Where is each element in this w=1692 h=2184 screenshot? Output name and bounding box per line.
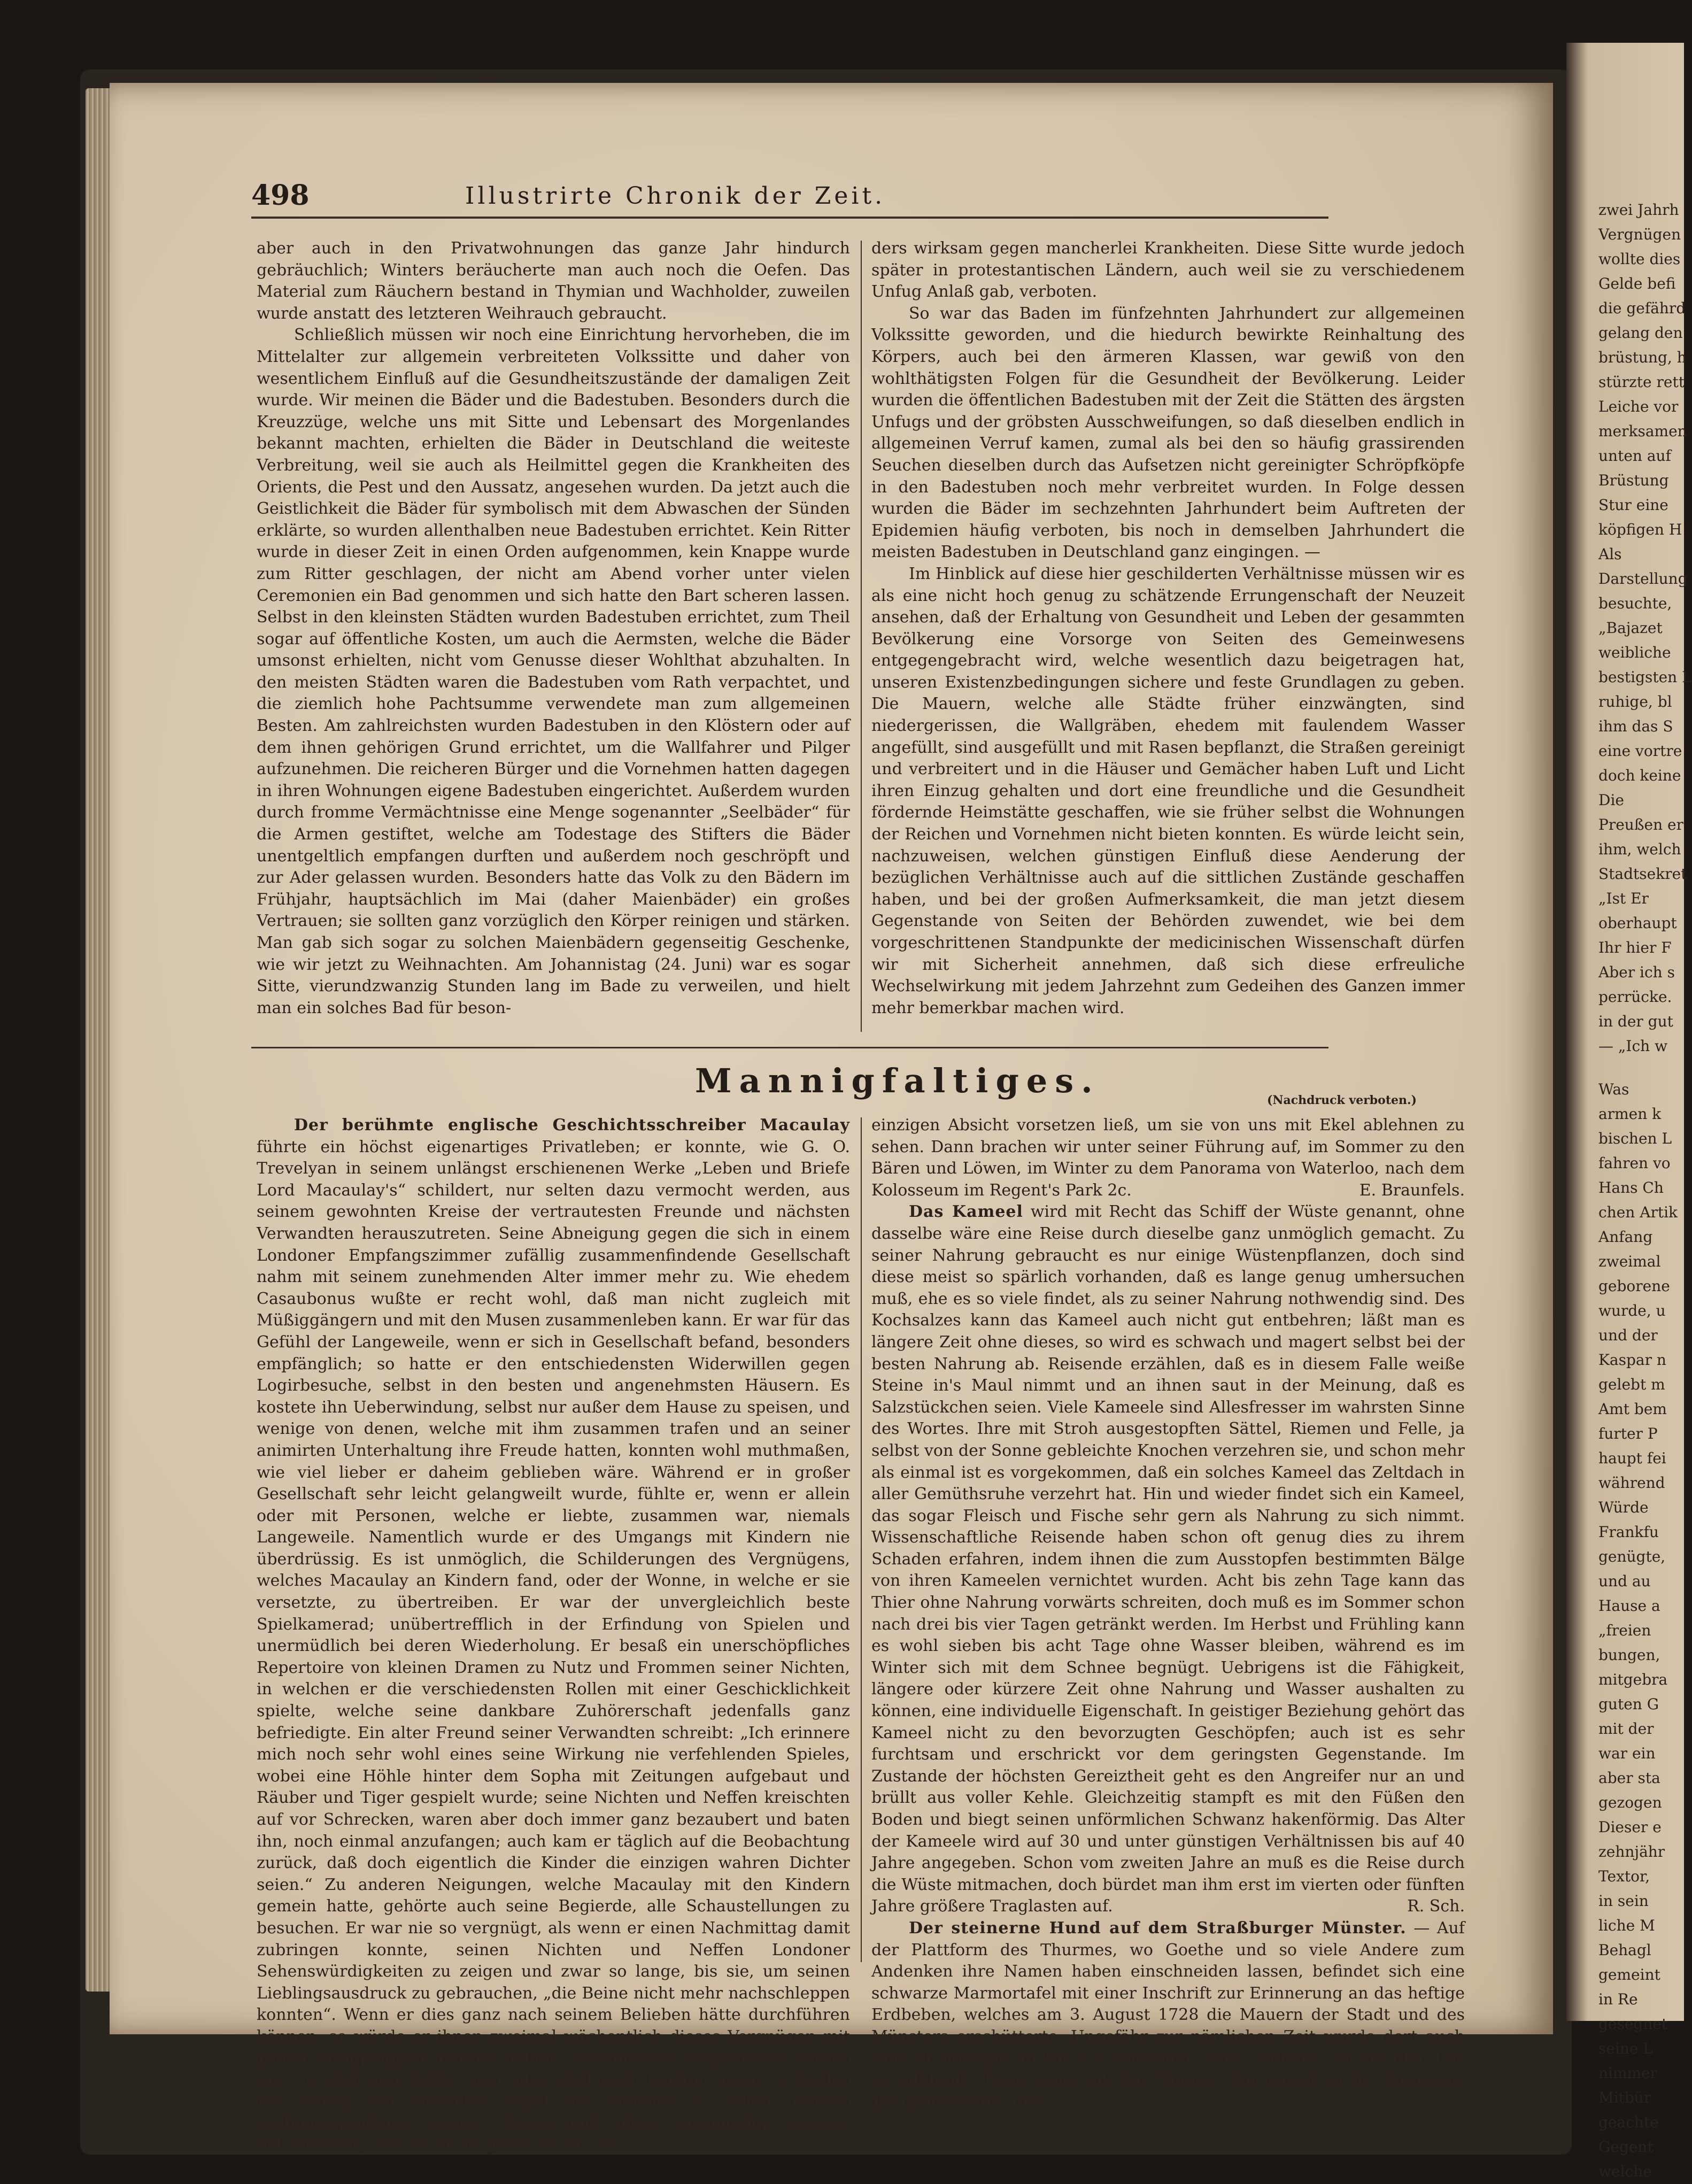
section-rule <box>251 1047 1328 1048</box>
article-left-column <box>257 238 850 1040</box>
paragraph: Schließlich müssen wir noch eine Einrichtung hervorheben, die im Mittelalter zur allgemein verbreiteten Volkssitte und daher von wesentlichem Einfluß auf die Gesundheitszustände der damaligen Zeit wurde. Wir meinen die Bäder und die Badestuben. Besonders durch die Kreuzzüge, welche uns mit Sitte und Lebensart des Morgenlandes bekannt machten, erhielten die Bäder in Deutschland die weiteste Verbreitung, weil sie auch als Heilmittel gegen die Krankheiten des Orients, die Pest und den Aussatz, angesehen wurden. Da jetzt auch die Geistlichkeit die Bäder für symbolisch mit dem Abwaschen der Sünden erklärte, so wurden allenthalben neue Badestuben errichtet. Kein Ritter wurde in dieser Zeit in einen Orden aufgenommen, kein Knappe wurde zum Ritter geschlagen, der nicht am Abend vorher unter vielen Ceremonien ein Bad genommen und sich hatte den Bart scheren lassen. Selbst in den kleinsten Städten wurden Badestuben errichtet, zum Theil sogar auf öffentliche Kosten, um auch die Aermsten, welche die Bäder umsonst erhielten, nicht vom Genusse dieser Wohlthat abzuhalten. In den meisten Städten waren die Badestuben vom Rath verpachtet, und die ziemlich hohe Pachtsumme verwendete man zum allgemeinen Besten. Am zahlreichsten wurden Badestuben in den Klöstern oder auf dem ihnen gehörigen Grund errichtet, um die Wallfahrer und Pilger aufzunehmen. Die reicheren Bürger und die Vornehmen hatten dagegen in ihren Wohnungen eigene Badestuben eingerichtet. Außerdem wurden durch fromme Vermächtnisse eine Menge sogenannter „Seelbäder“ für die Armen gestiftet, welche am Todestage des Stifters die Bäder unentgeltlich empfangen durften und außerdem noch geschröpft und zur Ader gelassen wurden. Besonders hatte das Volk zu den Bädern im Frühjahr, hauptsächlich im Mai (daher Maienbäder) ein großes Vertrauen; sie sollten ganz vorzüglich den Körper reinigen und stärken. Man gab sich sogar zu solchen Maienbädern gegenseitig Geschenke, wie wir jetzt zu Weihnachten. Am Johannistag (24. Juni) war es sogar Sitte, vierundzwanzig Stunden lang im Bade zu verweilen, und hielt man ein solches Bad für beson- <box>257 326 850 1017</box>
next-page-text-top: zwei Jahrh Vergnügen wollte dies Gelde befi die gefährd gelang den brüstung, stürzte rett Leiche vor merksamen unten auf Brüstung Stur eine köpfigen H Als Darstellung besuchte, „Bajazet weibliche bestigsten L ruhige, bl ihm das S eine vortre doch keine Die Preußen er ihm, welch Stadtsekret „Ist Er oberhaupt Ihr hier F Aber ich s perrücke. in der gut — „Ich w <box>1598 201 1692 1055</box>
item-text-hund: — Auf der Plattform des Thurmes, wo Goethe und so viele Andere zum Andenken ihre Namen haben einschneiden lassen, befindet sich eine schwarze Marmortafel mit einer Inschrift zur Erinnerung an das heftige Erdbeben, welches am 3. August 1728 die Mauern der Stadt und des Münsters erschütterte. Ungefähr zur nämlichen Zeit wurde dort auch eine Hundefigur in Stein ausgehauen, zum Andenke an die den Tod verachtende Treue eines solchen Thieres. Ein excentrischer Franzose, der gehört hatte, daß <box>871 1918 1465 2111</box>
signature-braunfels: E. Braunfels. <box>1359 1180 1465 1200</box>
column-divider <box>861 1117 862 1962</box>
paragraph: aber auch in den Privatwohnungen das ganze Jahr hindurch gebräuchlich; Winters beräucherte man auch noch die Oefen. Das Material zum Räuchern bestand in Thymian und Wachholder, zuweilen wurde anstatt des letzteren Weihrauch gebraucht. <box>257 239 850 323</box>
column-divider <box>861 241 862 1032</box>
paragraph: Im Hinblick auf diese hier geschilderten Verhältnisse müssen wir es als eine nicht hoch genug zu schätzende Errungenschaft der Neuzeit ansehen, daß der Erhaltung von Gesundheit und Leben der gesammten Bevölkerung eine Vorsorge von Seiten des Gemeinwesens entgegengebracht wird, welche wesentlich dazu beigetragen hat, unseren Existenzbedingungen sichere und feste Grundlagen zu geben. Die Mauern, welche alle Städte früher einzwängten, sind niedergerissen, die Wallgräben, ehedem mit faulendem Wasser angefüllt, sind ausgefüllt und mit Rasen bepflanzt, die Straßen gereinigt und verbreitert und in die Häuser und Gemächer haben Luft und Licht ihren Einzug gehalten und dort eine freundliche und die Gesundheit fördernde Heimstätte geschaffen, wie sie früher selbst die Wohnungen der Reichen und Vornehmen nicht bieten konnten. Es würde leicht sein, nachzuweisen, welchen günstigen Einfluß diese Aenderung der bezüglichen Verhältnisse auch auf die sittlichen Zustände geschaffen haben, und bei der großen Aufmerksamkeit, die man jetzt diesem Gegenstande von Seiten der Behörden zuwendet, wie bei dem vorgeschrittenen Standpunkte der medicinischen Wissenschaft dürfen wir mit Sicherheit annehmen, daß sich diese erfreuliche Wechselwirkung mit jedem Jahrzehnt zum Gedeihen des Ganzen immer mehr bemerkbar machen wird. <box>871 564 1465 1017</box>
page-number: 498 <box>251 179 310 212</box>
item-heading-hund: Der steinerne Hund auf dem Straßburger Münster. <box>909 1918 1407 1938</box>
item-text-kameel: wird mit Recht das Schiff der Wüste genannt, ohne dasselbe wäre eine Reise durch dieselbe ganz unmöglich gemacht. Zu seiner Nahrung gebraucht es nur einige Wüstenpflanzen, doch sind diese meist so spärlich vorhanden, daß es lange genug umhersuchen muß, ehe es so viele findet, als zu seiner Nahrung nothwendig sind. Des Kochsalzes kann das Kameel auch nicht gut entbehren; läßt man es längere Zeit ohne dieses, so wird es schwach und magert selbst bei der besten Nahrung ab. Reisende erzählen, daß es in diesem Falle weiße Steine in's Maul nimmt und an ihnen saut in der Meinung, daß es Salzstückchen seien. Viele Kameele sind Allesfresser im wahrsten Sinne des Wortes. Ihre mit Stroh ausgestopften Sättel, Riemen und Felle, ja selbst von der Sonne gebleichte Knochen verzehren sie, und schon mehr als einmal ist es vorgekommen, daß ein solches Kameel das Zeltdach in aller Gemüthsruhe verzehrt hat. Hin und wieder findet sich ein Kameel, das sogar Fleisch und Fische sehr gern als Nahrung zu sich nimmt. Wissenschaftliche Reisende haben schon oft genug dies zu ihrem Schaden erfahren, indem ihnen die zum Ausstopfen bestimmten Bälge von ihren Kameelen vernichtet wurden. Acht bis zehn Tage kann das Thier ohne Nahrung vorwärts schreiten, doch muß es im Sommer schon nach drei bis vier Tagen getränkt werden. Im Herbst und Frühling kann es wohl sieben bis acht Tage ohne Wasser bleiben, während es im Winter sich mit dem Schnee begnügt. Uebrigens ist die Fähigkeit, längere oder kürzere Zeit ohne Nahrung und Wasser aushalten zu können, eine individuelle Eigenschaft. In geistiger Beziehung gehört das Kameel nicht zu den bevorzugten Geschöpfen; auch ist es sehr furchtsam und erschrickt vor dem geringsten Gegenstande. Im Zustande der höchsten Gereiztheit geht es den Angreifer nur an und brüllt aus voller Kehle. Gleichzeitig stampft es mit den Füßen den Boden und biegt seinen unförmlichen Schwanz hakenförmig. Das Alter der Kameele wird auf 30 und unter günstigen Verhältnissen bis auf 40 Jahre angegeben. Schon vom zweiten Jahre an muß es die Reise durch die Wüste mitmachen, doch bürdet man ihm erst im vierten oder fünften Jahre größere Traglasten auf. <box>871 1202 1465 1916</box>
miscellany-left-column <box>257 1115 850 2155</box>
next-page-text-bottom: Was armen k bischen L fahren vo Hans Ch chen Artik Anfang zweimal geborene wurde, u und der Kaspar n gelebt m Amt bem furter P haupt fei während Würde Frankfu genügte, und au Hause a „freien bungen, mitgebra guten G mit der war ein aber sta gezogen Dieser e zehnjähr Textor, in sein liche M Behagl gemeint in Re gesegnet seine L nimmer Mitbür geachte Gegent welche <box>1598 1081 1678 2180</box>
reprint-note: (Nachdruck verboten.) <box>1267 1093 1417 1107</box>
miscellany-right-column <box>871 1115 1465 2111</box>
item-text-macaulay-cont: einzigen Absicht vorsetzen ließ, um sie von uns mit Ekel ablehnen zu sehen. Dann brachen wir unter seiner Führung auf, im Sommer zu den Bären und Löwen, im Winter zu dem Panorama von Waterloo, nach dem Kolosseum im Regent's Park 2c. <box>871 1116 1465 1200</box>
item-heading-macaulay: Der berühmte englische Geschichtsschreiber Macaulay <box>294 1116 850 1135</box>
signature-rsch: R. Sch. <box>1407 1897 1465 1916</box>
running-title: Illustrirte Chronik der Zeit. <box>465 182 886 210</box>
item-heading-kameel: Das Kameel <box>909 1202 1023 1222</box>
section-title: Mannigfaltiges. <box>695 1061 1100 1100</box>
paragraph: So war das Baden im fünfzehnten Jahrhundert zur allgemeinen Volkssitte geworden, und die hiedurch bewirkte Reinhaltung des Körpers, auch bei den ärmeren Klassen, war gewiß von den wohlthätigsten Folgen für die Gesundheit der Bevölkerung. Leider wurden die öffentlichen Badestuben mit der Zeit die Stätten des ärgsten Unfugs und der gröbsten Ausschweifungen, so daß dieselben endlich in allgemeinen Verruf kamen, zumal als bei den so häufig grassirenden Seuchen dieselben durch das Aufsetzen nicht gereinigter Schröpfköpfe in den Badestuben noch mehr verbreitet wurden. In Folge dessen wurden die Bäder im sechzehnten Jahrhundert beim Auftreten der Epidemien häufig verboten, bis noch in demselben Jahrhundert die meisten Badestuben in Deutschland ganz eingingen. — <box>871 304 1465 562</box>
page-header <box>251 179 1053 211</box>
article-right-column <box>871 238 1465 1040</box>
header-rule <box>251 217 1328 219</box>
paragraph: ders wirksam gegen mancherlei Krankheiten. Diese Sitte wurde jedoch später in protestantischen Ländern, auch weil sie zu verschiedenem Unfug Anlaß gab, verboten. <box>871 239 1465 302</box>
item-text-macaulay: führte ein höchst eigenartiges Privatleben; er konnte, wie G. O. Trevelyan in seinem unlängst erschienenen Werke „Leben und Briefe Lord Macaulay's“ schildert, nur selten dazu vermocht werden, aus seinem gewohnten Kreise der vertrautesten Freunde und nächsten Verwandten herauszutreten. Seine Abneigung gegen die sich in einem Londoner Empfangszimmer zufällig zusammenfindende Gesellschaft nahm mit seinem zunehmenden Alter immer mehr zu. Wie ehedem Casaubonus wußte er recht wohl, daß man nicht zugleich mit Müßiggängern und mit den Musen zusammenleben kann. Er war für das Gefühl der Langeweile, wenn er sich in Gesellschaft befand, besonders empfänglich; so hatte er den entschiedensten Widerwillen gegen Logirbesuche, selbst in den besten und angenehmsten Häusern. Es kostete ihn Ueberwindung, selbst nur außer dem Hause zu speisen, und wenige von denen, welche mit ihm zusammen trafen und an seiner animirten Unterhaltung ihre Freude hatten, konnten wohl muthmaßen, wie viel lieber er daheim geblieben wäre. Während er in großer Gesellschaft sehr leicht gelangweilt wurde, fühlte er, wenn er allein oder mit Personen, welche er liebte, zusammen war, niemals Langeweile. Namentlich wurde er des Umgangs mit Kindern nie überdrüssig. Es ist unmöglich, die Schilderungen des Vergnügens, welches Macaulay an Kindern fand, oder der Wonne, in welche er sie versetzte, zu übertreiben. Er war der unvergleichlich beste Spielkamerad; unübertrefflich in der Erfindung von Spielen und unermüdlich bei deren Wiederholung. Er besaß ein unerschöpfliches Repertoire von kleinen Dramen zu Nutz und Frommen seiner Nichten, in welchen er die verschiedensten Rollen mit einer Geschicklichkeit spielte, welche seine dankbare Zuhörerschaft jedenfalls ganz befriedigte. Ein alter Freund seiner Verwandten schreibt: „Ich erinnere mich noch sehr wohl eines seine Wirkung nie verfehlenden Spieles, wobei eine Höhle hinter dem Sopha mit Zeitungen aufgebaut und Räuber und Tiger gespielt wurde; seine Nichten und Neffen kreischten auf vor Schrecken, waren aber doch immer ganz bezaubert und baten ihn, noch einmal anzufangen; auch kam er täglich auf die Beobachtung zurück, daß doch eigentlich die Kinder die einzigen wahren Dichter seien.“ Zu anderen Neigungen, welche Macaulay mit den Kindern gemein hatte, gehörte auch seine Begierde, alle Schaustellungen zu besuchen. Er war nie so vergnügt, als wenn er einen Nachmittag damit zubringen konnte, seinen Nichten und Neffen Londoner Sehenswürdigkeiten zu zeigen und zwar so lange, bis sie, um seinen Lieblingsausdruck zu gebrauchen, „die Beine nicht mehr nachschleppen konnten“. Wenn er dies ganz nach seinem Belieben hätte durchführen können, so würde er ihnen zweimal wöchentlich dieses Vergnügen mit großer Freigebigkeit bereitet haben. „Bei diesen Gelegenheiten fuhren wir“, erzählt sein Neffe, „bei guter Zeit nach London hinein, erhielten um Mittag ein köstliches Mahl, bei welchem zu allen unseren Lieblingsgerichten Austern, Kaviar und Oliven hinzugefügt wurden, Delikatessen, welche er uns jedes Mal in der <box>257 1137 850 2155</box>
